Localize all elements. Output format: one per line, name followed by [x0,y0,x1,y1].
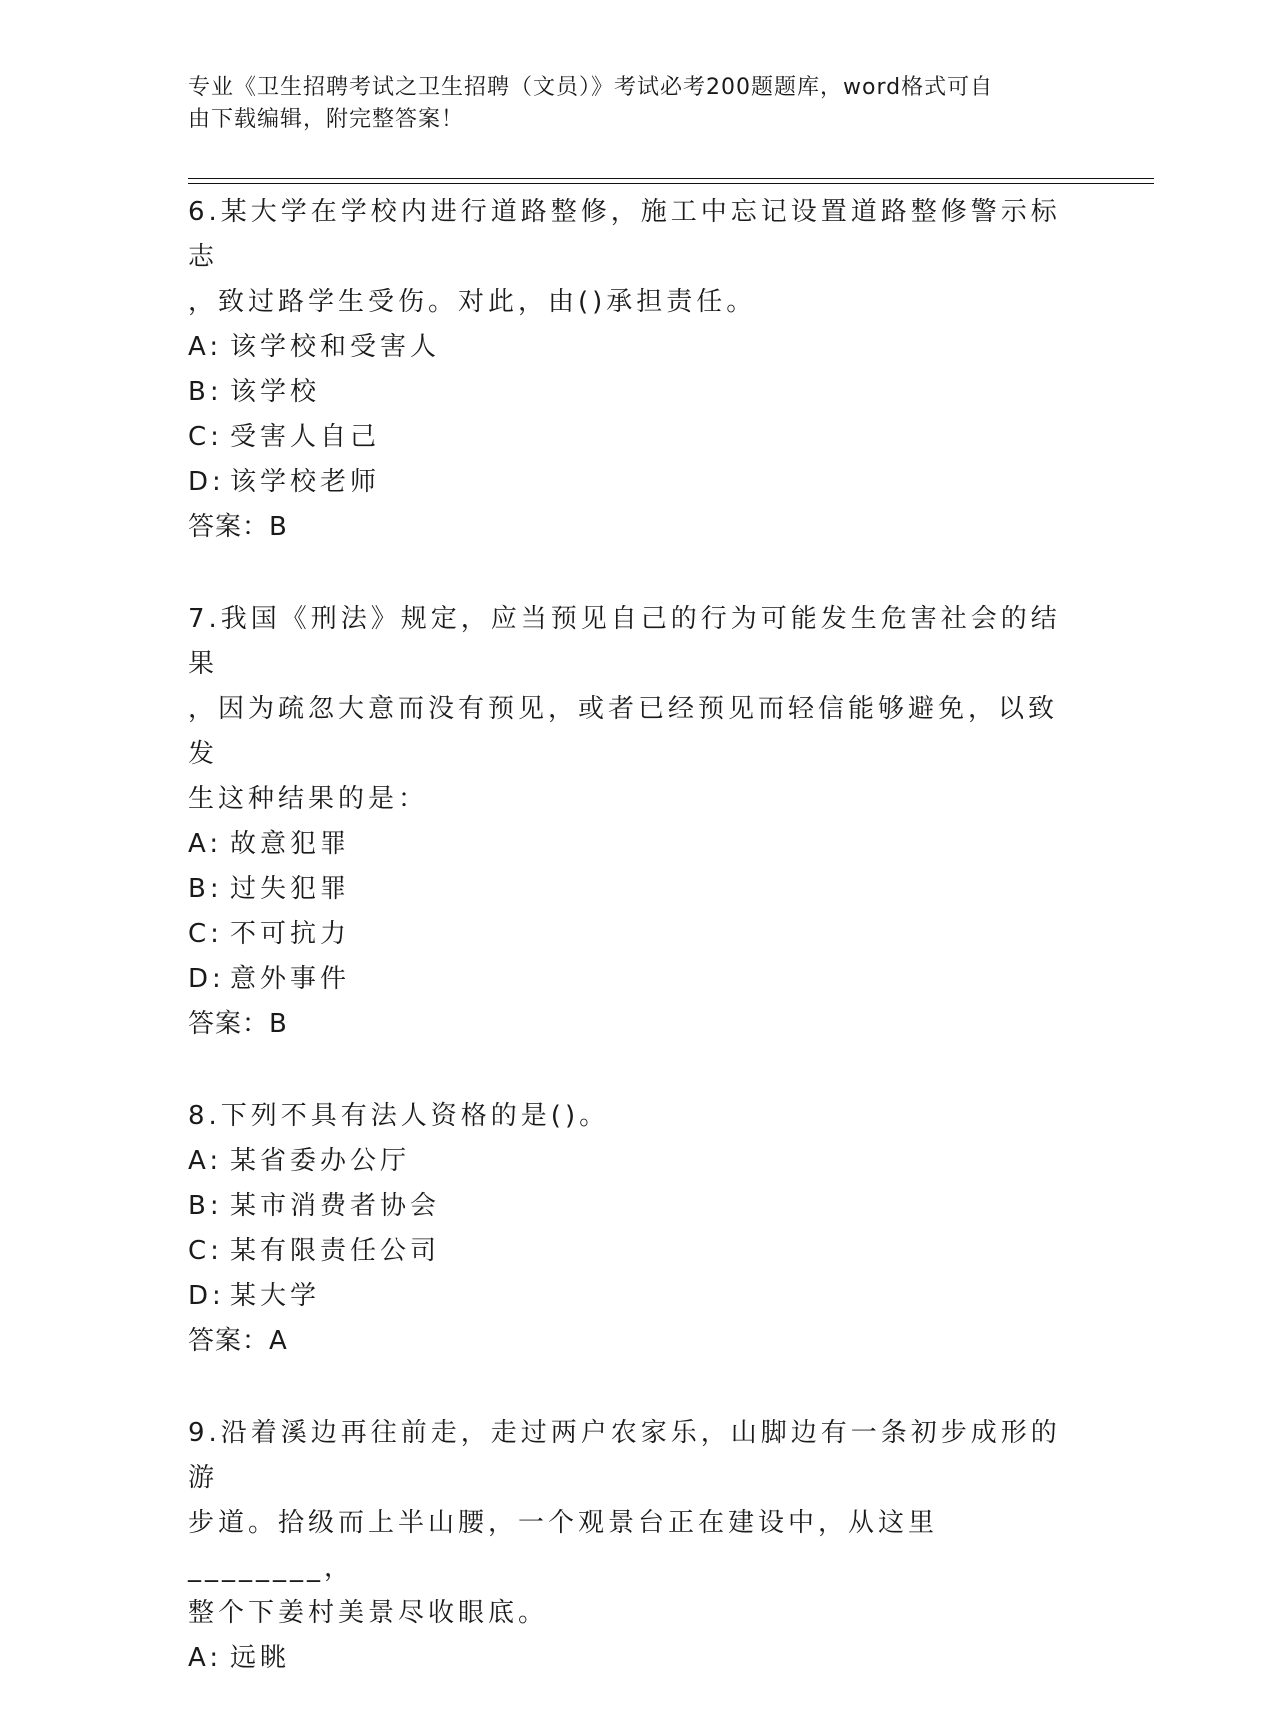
question-text: 8.下列不具有法人资格的是()。 [188,1101,610,1131]
option-text: 某市消费者协会 [230,1191,441,1221]
answer: 答案：A [188,1326,288,1356]
option-key: A: [188,1643,223,1673]
question-text: 步道。拾级而上半山腰，一个观景台正在建设中，从这里________， [188,1508,939,1583]
question-text: 7.我国《刑法》规定，应当预见自己的行为可能发生危害社会的结果 [188,604,1061,679]
option-text: 不可抗力 [230,919,351,949]
option-c [188,415,1068,460]
option-text: 该学校老师 [230,467,381,497]
option-c [188,1229,1068,1274]
question-text: ，致过路学生受伤。对此，由()承担责任。 [188,287,757,317]
option-key: D: [188,467,225,497]
document-header [188,72,1068,136]
option-text: 远眺 [230,1643,291,1673]
question-text: 6.某大学在学校内进行道路整修，施工中忘记设置道路整修警示标志 [188,197,1061,272]
option-text: 过失犯罪 [230,874,351,904]
answer: 答案：B [188,512,288,542]
question-list [188,190,1068,1728]
answer: 答案：B [188,1009,288,1039]
option-key: B: [188,377,223,407]
question-7 [188,597,1068,1047]
option-key: D: [188,964,225,994]
option-b [188,867,1068,912]
option-a [188,1139,1068,1184]
option-key: D: [188,1281,225,1311]
option-d [188,460,1068,505]
option-text: 意外事件 [230,964,351,994]
option-b [188,370,1068,415]
option-c [188,912,1068,957]
option-b [188,1184,1068,1229]
header-line-1: 专业《卫生招聘考试之卫生招聘（文员）》考试必考200题题库，word格式可自 [188,75,994,100]
option-text: 某省委办公厅 [230,1146,411,1176]
question-text: ，因为疏忽大意而没有预见，或者已经预见而轻信能够避免，以致发 [188,694,1059,769]
option-key: A: [188,332,223,362]
option-text: 受害人自己 [230,422,381,452]
question-text: 9.沿着溪边再往前走，走过两户农家乐，山脚边有一条初步成形的游 [188,1418,1061,1493]
option-text: 该学校和受害人 [230,332,441,362]
question-6 [188,190,1068,550]
option-a [188,325,1068,370]
option-text: 该学校 [230,377,321,407]
option-a [188,1636,1068,1681]
option-key: A: [188,1146,223,1176]
option-key: B: [188,1191,223,1221]
header-divider-top [188,178,1154,179]
question-8 [188,1094,1068,1364]
option-text: 故意犯罪 [230,829,351,859]
header-divider-bottom [188,183,1154,184]
option-key: C: [188,1236,223,1266]
option-key: A: [188,829,223,859]
option-a [188,822,1068,867]
question-text: 生这种结果的是： [188,784,429,814]
option-d [188,957,1068,1002]
option-key: C: [188,919,223,949]
option-text: 某大学 [230,1281,321,1311]
option-text: 某有限责任公司 [230,1236,441,1266]
question-text: 整个下姜村美景尽收眼底。 [188,1598,549,1628]
option-key: C: [188,422,223,452]
option-key: B: [188,874,223,904]
header-line-2: 由下载编辑，附完整答案！ [188,107,465,132]
option-d [188,1274,1068,1319]
question-9 [188,1411,1068,1681]
